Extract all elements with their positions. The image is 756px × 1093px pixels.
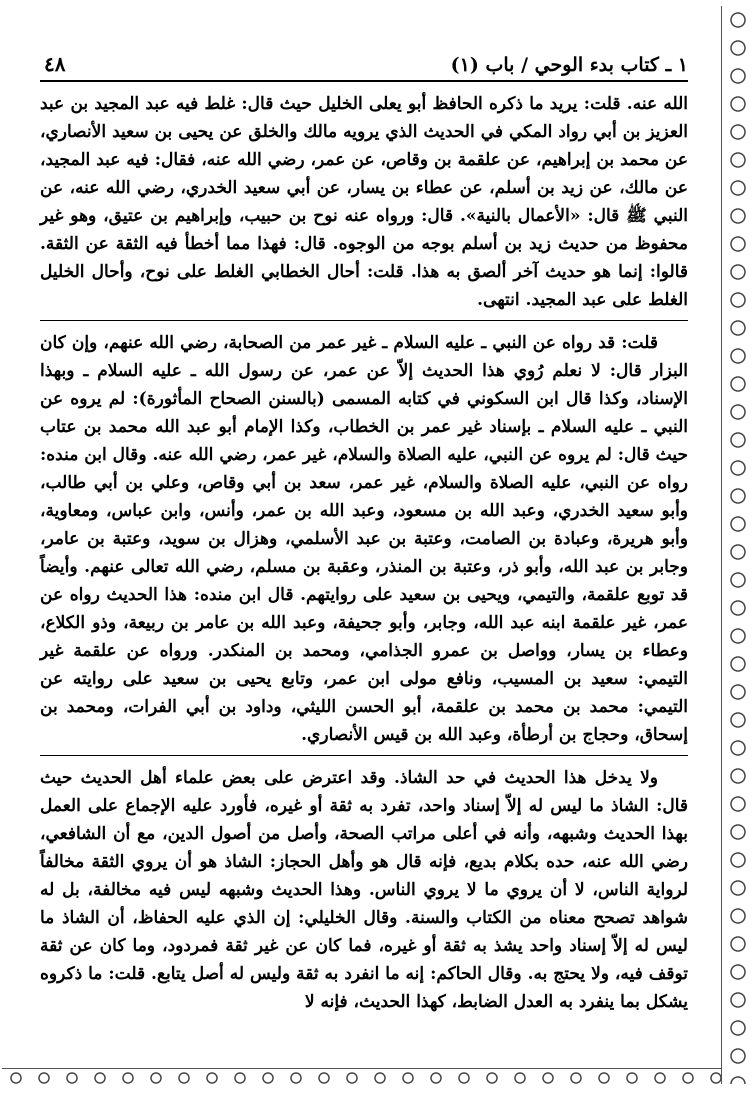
paragraph-3: ولا يدخل هذا الحديث في حد الشاذ. وقد اعترض على بعض علماء أهل الحديث حيث قال: الشاذ ما ليس له إلاّ إسناد واحد، تفرد به ثقة أو غيره، فأورد عليه الإجماع على العمل بهذا الحديث وشبهه، وأنه في أعلى مراتب الصحة، وأصل من أصول الدين، مع أن الشافعي، رضي الله عنه، حده بكلام بديع، فإنه قال هو وأهل الحجاز: الشاذ هو أن يروي الثقة مخالفاً لرواية الناس، لا أن يروي ما لا يروي الناس. وهذا الحديث وشبهه ليس فيه مخالفة، بل له شواهد تصحح معناه من الكتاب والسنة. وقال الخليلي: إن الذي عليه الحفاظ، أن الشاذ ما ليس له إلاّ إسناد واحد يشذ به ثقة أو غيره، فما كان عن غير ثقة فمردود، وما كان عن ثقة توقف فيه، ولا يحتج به. وقال الحاكم: إنه ما انفرد به ثقة وليس له أصل يتابع. قلت: ما ذكروه يشكل بما ينفرد به العدل الضابط، كهذا الحديث، فإنه لا <box>40 768 688 1012</box>
book-page <box>40 40 688 1075</box>
paragraph-1: الله عنه. قلت: يريد ما ذكره الحافظ أبو يعلى الخليل حيث قال: غلط فيه عبد المجيد بن عبد العزيز بن أبي رواد المكي في الحديث الذي يرويه مالك والخلق عن يحيى بن سعيد الأنصاري، عن محمد بن إبراهيم، عن علقمة بن وقاص، عن عمر، رضي الله عنه، فقال: فيه عبد المجيد، عن مالك، عن زيد بن أسلم، عن عطاء بن يسار، عن أبي سعيد الخدري، رضي الله عنه، عن النبي ﷺ قال: «الأعمال بالنية». قال: ورواه عنه نوح بن حبيب، وإبراهيم بن عتيق، وهو غير محفوظ من حديث زيد بن أسلم بوجه من الوجوه. قال: فهذا مما أخطأ فيه الثقة عن الثقة. قالوا: إنما هو حديث آخر ألصق به هذا. قلت: أحال الخطابي الغلط على نوح، وأحال الخليل الغلط على عبد المجيد. انتهى. <box>40 94 688 310</box>
page-number: ٤٨ <box>44 52 66 76</box>
page-header <box>40 40 688 82</box>
section-divider <box>40 320 688 321</box>
running-head: ١ ـ كتاب بدء الوحي / باب (١) <box>450 54 688 76</box>
paragraph-2: قلت: قد رواه عن النبي ـ عليه السلام ـ غير عمر من الصحابة، رضي الله عنهم، وإن كان البزار قال: لا نعلم رُوي هذا الحديث إلاّ عن عمر، عن رسول الله ـ عليه السلام ـ وبهذا الإسناد، وكذا قال ابن السكوني في كتابه المسمى (بالسنن الصحاح المأثورة): لم يروه عن النبي ـ عليه السلام ـ بإسناد غير عمر بن الخطاب، وكذا الإمام أبو عبد الله محمد بن عتاب حيث قال: لم يروه عن النبي، عليه الصلاة والسلام، غير عمر، رضي الله عنه. وقال ابن منده: رواه عن النبي، عليه الصلاة والسلام، غير عمر، سعد بن أبي وقاص، وعلي بن أبي طالب، وأبو سعيد الخدري، وعبد الله بن مسعود، وعبد الله بن عمر، وأنس، وابن عباس، ومعاوية، وأبو هريرة، وعبادة بن الصامت، وعتبة بن عبد الأسلمي، وهزال بن سويد، وعتبة بن عامر، وجابر بن عبد الله، وأبو ذر، وعتبة بن المنذر، وعقبة بن مسلم، رضي الله تعالى عنهم. وأيضاً قد توبع علقمة، والتيمي، ويحيى بن سعيد على روايتهم. قال ابن منده: هذا الحديث رواه عن عمر، غير علقمة ابنه عبد الله، وجابر، وأبو جحيفة، وعبد الله بن عامر بن ربيعة، وذو الكلاع، وعطاء بن يسار، وواصل بن عمرو الجذامي، ومحمد بن المنكدر. ورواه عن علقمة غير التيمي: سعيد بن المسيب، ونافع مولى ابن عمر، وتابع يحيى بن سعيد على روايته عن التيمي: محمد بن محمد بن علقمة، أبو الحسن الليثي، وداود بن أبي الفرات، ومحمد بن إسحاق، وحجاج بن أرطأة، وعبد الله بن قيس الأنصاري. <box>40 333 688 745</box>
ornamental-border-right <box>721 6 754 1084</box>
section-divider-2 <box>40 755 688 756</box>
